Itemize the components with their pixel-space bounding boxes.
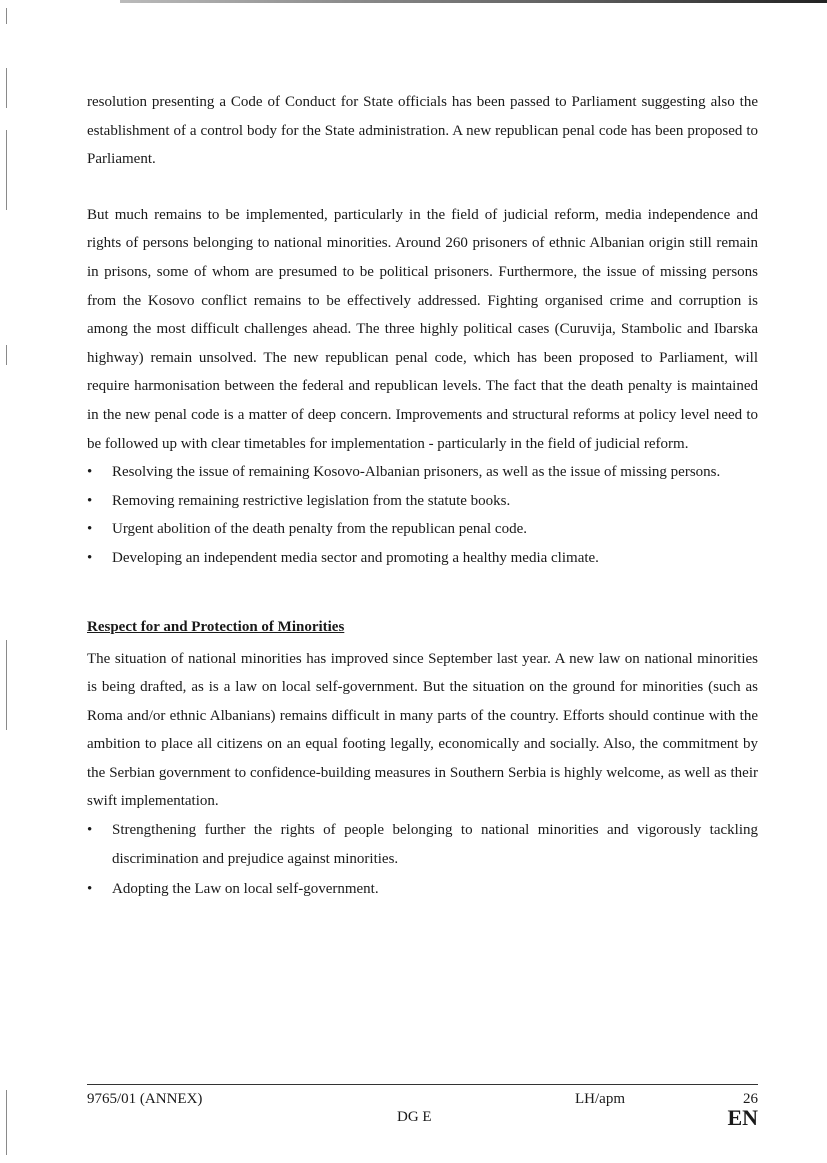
bullet-icon: •	[87, 822, 93, 839]
minorities-paragraph: The situation of national minorities has improved since September last year. A new law on national minorities is being drafted, as is a law on local self-government. But the situation on the ground for minorities (such as Roma and/or ethnic Albanians) remains difficult in many parts of the country. Efforts should continue with the ambition to place all citizens on an equal footing legally, economically and socially. Also, the commitment by the Serbian government to confidence-building measures in Southern Serbia is highly welcome, as well as their swift implementation.	[87, 650, 758, 810]
minorities-bullet-list	[87, 816, 758, 904]
author-reference: LH/apm	[575, 1091, 625, 1107]
list-item-text: Removing remaining restrictive legislation from the statute books.	[112, 492, 511, 509]
bullet-icon: •	[87, 492, 93, 509]
bullet-icon: •	[87, 464, 93, 481]
list-item	[87, 816, 758, 873]
document-page	[87, 88, 758, 904]
bullet-icon: •	[87, 521, 93, 538]
page-footer	[87, 1084, 758, 1145]
scan-left-margin-mark	[6, 130, 7, 210]
directorate-label: DG E	[397, 1109, 432, 1125]
list-item-text: Strengthening further the rights of people belonging to national minorities and vigorously tackling discrimination and prejudice against minorities.	[112, 822, 758, 867]
document-reference: 9765/01 (ANNEX)	[87, 1091, 203, 1107]
list-item	[87, 487, 758, 516]
list-item-text: Adopting the Law on local self-government.	[112, 881, 379, 898]
list-item	[87, 458, 758, 487]
scan-left-margin-mark	[6, 1090, 7, 1155]
list-item-text: Urgent abolition of the death penalty from the republican penal code.	[112, 521, 527, 538]
list-item	[87, 544, 758, 573]
list-item-text: Developing an independent media sector and promoting a healthy media climate.	[112, 549, 599, 566]
section-heading-minorities: Respect for and Protection of Minorities	[87, 618, 345, 635]
scan-top-edge-line	[120, 0, 827, 3]
scan-left-margin-mark	[6, 8, 7, 24]
list-item	[87, 875, 758, 904]
page-number: 26	[743, 1091, 758, 1107]
challenges-paragraph: But much remains to be implemented, particularly in the field of judicial reform, media independence and rights of persons belonging to national minorities. Around 260 prisoners of ethnic Albanian origin still remain in prisons, some of whom are presumed to be political prisoners. Furthermore, the issue of missing persons from the Kosovo conflict remains to be effectively addressed. Fighting organised crime and corruption is among the most difficult challenges ahead. The three highly political cases (Curuvija, Stambolic and Ibarska highway) remain unsolved. The new republican penal code, which has been proposed to Parliament, will require harmonisation between the federal and republican levels. The fact that the death penalty is maintained in the new penal code is a matter of deep concern. Improvements and structural reforms at policy level need to be followed up with clear timetables for implementation - particularly in the field of judicial reform.	[87, 206, 758, 452]
language-code: EN	[727, 1105, 758, 1130]
scan-left-margin-mark	[6, 345, 7, 365]
priority-bullet-list	[87, 458, 758, 572]
bullet-icon: •	[87, 881, 93, 898]
scan-left-margin-mark	[6, 68, 7, 108]
list-item-text: Resolving the issue of remaining Kosovo-Albanian prisoners, as well as the issue of missing persons.	[112, 464, 721, 481]
intro-paragraph: resolution presenting a Code of Conduct for State officials has been passed to Parliament suggesting also the establishment of a control body for the State administration. A new republican penal code has been proposed to Parliament.	[87, 94, 758, 168]
scan-left-margin-mark	[6, 640, 7, 730]
bullet-icon: •	[87, 549, 93, 566]
list-item	[87, 515, 758, 544]
